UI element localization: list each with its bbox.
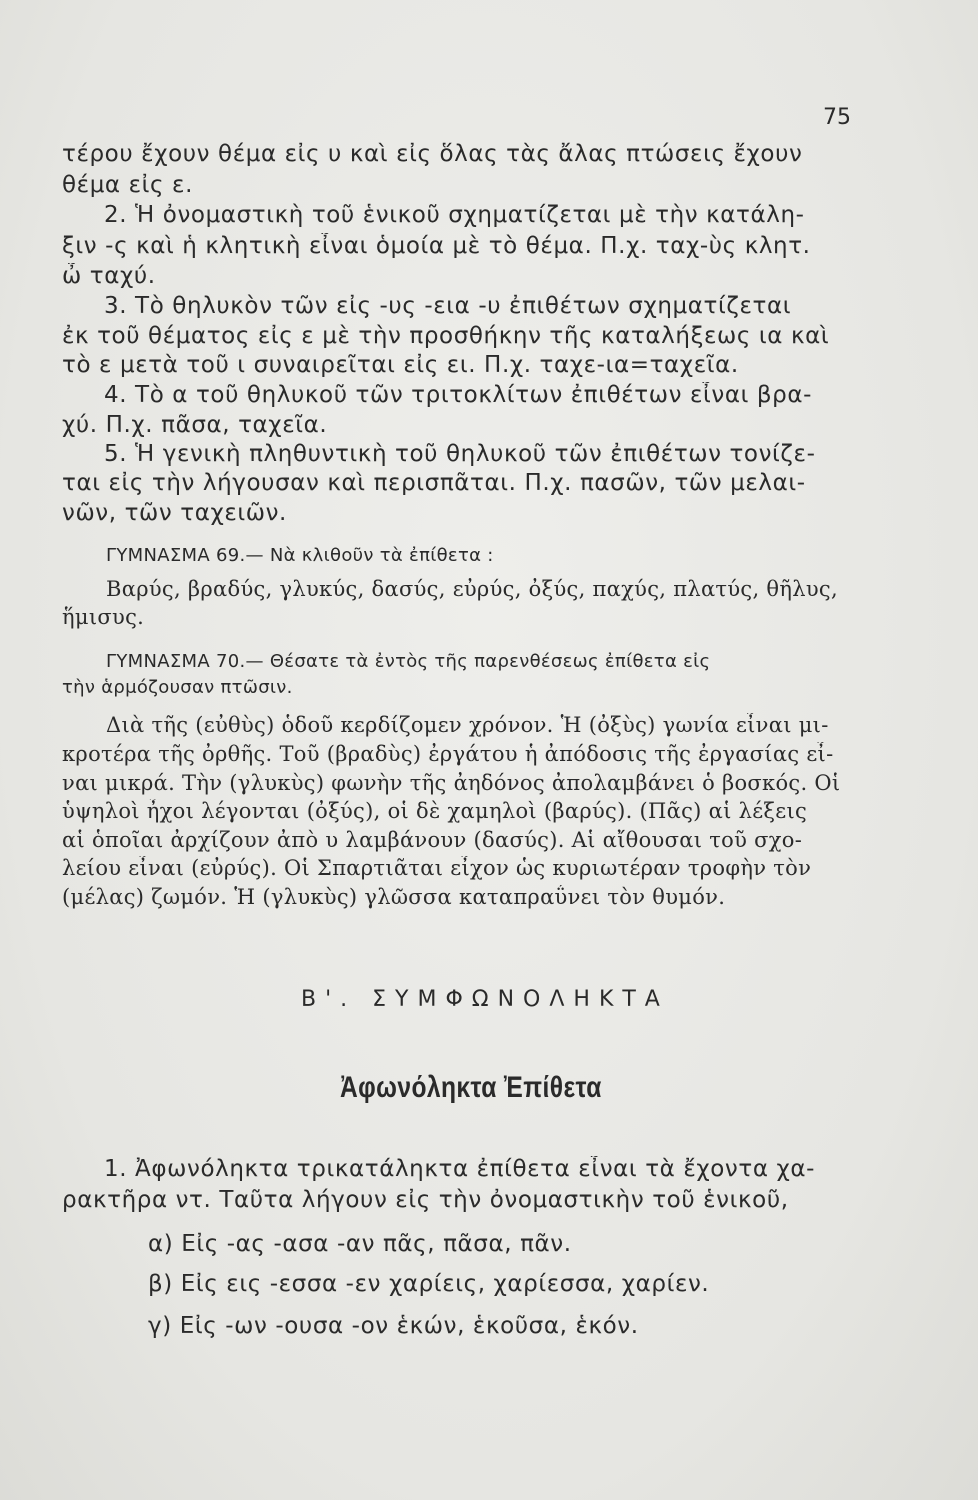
text-line: θέμα εἰς ε. — [62, 172, 193, 198]
exercise-70-line: (μέλας) ζωμόν. Ἡ (γλυκὺς) γλῶσσα καταπραΰνει τὸν θυμόν. — [62, 885, 726, 909]
rule-1-line: 1. Ἀφωνόληκτα τρικατάληκτα ἐπίθετα εἶναι τὰ ἔχοντα χα- — [104, 1156, 816, 1182]
rule-5-line: ται εἰς τὴν λήγουσαν καὶ περισπᾶται. Π.χ. πασῶν, τῶν μελαι- — [62, 470, 806, 496]
page-number: 75 — [823, 105, 851, 130]
rule-3-line: ἐκ τοῦ θέματος εἰς ε μὲ τὴν προσθήκην τῆς καταλήξεως ια καὶ — [62, 323, 830, 349]
text-line: τέρου ἔχουν θέμα εἰς υ καὶ εἰς ὅλας τὰς ἄλας πτώσεις ἔχουν — [62, 141, 803, 167]
section-title: Β'. ΣΥΜΦΩΝΟΛΗΚΤΑ — [301, 987, 669, 1012]
rule-5-line: 5. Ἡ γενικὴ πληθυντικὴ τοῦ θηλυκοῦ τῶν ἐπιθέτων τονίζε- — [104, 441, 816, 467]
rule-4-line: χύ. Π.χ. πᾶσα, ταχεῖα. — [62, 412, 328, 438]
ending-list-item: γ) Εἰς -ων -ουσα -ον ἑκών, ἑκοῦσα, ἑκόν. — [148, 1313, 639, 1339]
exercise-70-line: αἱ ὁποῖαι ἀρχίζουν ἀπὸ υ λαμβάνουν (δασύς). Αἱ αἴθουσαι τοῦ σχο- — [62, 828, 803, 852]
exercise-69-line: ἥμισυς. — [62, 605, 145, 629]
rule-2-line: ὦ ταχύ. — [62, 263, 156, 289]
exercise-69-title: ΓΥΜΝΑΣΜΑ 69.— Νὰ κλιθοῦν τὰ ἐπίθετα : — [106, 545, 494, 566]
rule-2-line: ξιν -ς καὶ ἡ κλητικὴ εἶναι ὁμοία μὲ τὸ θέμα. Π.χ. ταχ-ὺς κλητ. — [62, 233, 811, 259]
rule-1-line: ρακτῆρα ντ. Ταῦτα λήγουν εἰς τὴν ὀνομαστικὴν τοῦ ἑνικοῦ, — [62, 1187, 789, 1213]
rule-4-line: 4. Τὸ α τοῦ θηλυκοῦ τῶν τριτοκλίτων ἐπιθέτων εἶναι βρα- — [104, 382, 813, 408]
section-heading: Ἀφωνόληκτα Ἐπίθετα — [340, 1071, 602, 1104]
exercise-70-line: λείου εἶναι (εὐρύς). Οἱ Σπαρτιᾶται εἶχον ὡς κυριωτέραν τροφὴν τὸν — [62, 856, 812, 880]
rule-3-line: 3. Τὸ θηλυκὸν τῶν εἰς -υς -εια -υ ἐπιθέτων σχηματίζεται — [104, 293, 792, 319]
exercise-69-line: Βαρύς, βραδύς, γλυκύς, δασύς, εὐρύς, ὀξύς, παχύς, πλατύς, θῆλυς, — [106, 577, 838, 601]
exercise-70-line: ναι μικρά. Τὴν (γλυκὺς) φωνὴν τῆς ἀηδόνος ἀπολαμβάνει ὁ βοσκός. Οἱ — [62, 771, 841, 795]
rule-2-line: 2. Ἡ ὀνομαστικὴ τοῦ ἑνικοῦ σχηματίζεται μὲ τὴν κατάλη- — [104, 202, 805, 228]
exercise-70-title: ΓΥΜΝΑΣΜΑ 70.— Θέσατε τὰ ἐντὸς τῆς παρενθέσεως ἐπίθετα εἰς — [106, 651, 711, 672]
rule-5-line: νῶν, τῶν ταχειῶν. — [62, 500, 287, 526]
exercise-70-line: Διὰ τῆς (εὐθὺς) ὁδοῦ κερδίζομεν χρόνον. Ἡ (ὀξὺς) γωνία εἶναι μι- — [106, 713, 829, 737]
exercise-70-title-cont: τὴν ἁρμόζουσαν πτῶσιν. — [62, 677, 293, 698]
rule-3-line: τὸ ε μετὰ τοῦ ι συναιρεῖται εἰς ει. Π.χ. ταχε-ια=ταχεῖα. — [62, 352, 739, 378]
exercise-70-line: κροτέρα τῆς ὀρθῆς. Τοῦ (βραδὺς) ἐργάτου ἡ ἀπόδοσις τῆς ἐργασίας εἶ- — [62, 742, 834, 766]
exercise-70-line: ὑψηλοὶ ἦχοι λέγονται (ὀξύς), οἱ δὲ χαμηλοὶ (βαρύς). (Πᾶς) αἱ λέξεις — [62, 799, 808, 823]
ending-list-item: α) Εἰς -ας -ασα -αν πᾶς, πᾶσα, πᾶν. — [148, 1231, 572, 1257]
ending-list-item: β) Εἰς εις -εσσα -εν χαρίεις, χαρίεσσα, χαρίεν. — [148, 1271, 710, 1297]
